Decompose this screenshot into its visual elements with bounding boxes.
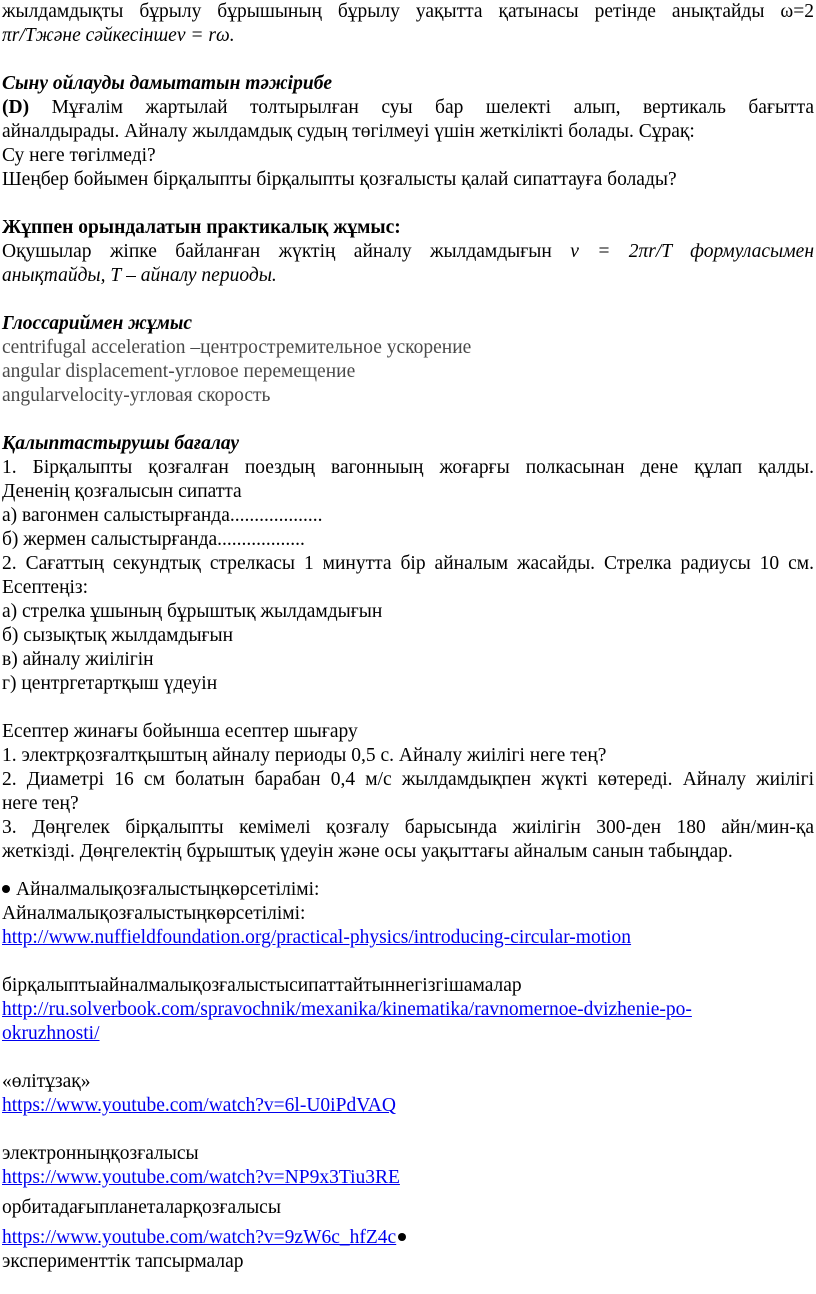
assessment-option: г) центргетартқыш үдеуін (2, 673, 218, 694)
problem-item: 3. Дөңгелек бірқалыпты кемімелі қозғалу барысында жиілігін 300-ден 180 айн/мин-қа (2, 817, 814, 838)
assessment-option: б) сызықтық жылдамдығын (2, 625, 234, 646)
problem-item: жеткізді. Дөңгелектің бұрыштық үдеуін және осы уақыттағы айналым санын табыңдар. (2, 841, 733, 862)
pair-work-text (2, 240, 814, 264)
problems-heading: Есептер жинағы бойынша есептер шығару (2, 721, 358, 742)
practice-text (2, 96, 814, 120)
problem-item: 2. Диаметрі 16 см болатын барабан 0,4 м/с жылдамдықпен жүкті көтереді. Айналу жиілігі (2, 769, 814, 790)
pair-work-heading: Жұппен орындалатын практикалық жұмыс: (2, 217, 401, 238)
glossary-heading: Глоссариймен жұмыс (2, 313, 193, 334)
practice-question: Су неге төгілмеді? (2, 145, 156, 166)
assessment-question: Дененің қозғалысын сипатта (2, 481, 242, 502)
bullet-icon (398, 1233, 406, 1241)
glossary-item: angular displacement-угловое перемещение (2, 361, 356, 382)
assessment-question: Есептеңіз: (2, 577, 89, 598)
practice-heading: Сыну ойлауды дамытатын тәжірибе (2, 73, 333, 94)
resource-link-youtube-1[interactable]: https://www.youtube.com/watch?v=6l-U0iPdVAQ (2, 1095, 396, 1116)
practice-text: айналдырады. Айналу жылдамдық судың төгілмеуі үшін жеткілікті болады. Сұрақ: (2, 121, 695, 142)
pair-work-text-part: Оқушылар жіпке байланған жүктің айналу жылдамдығын (2, 241, 571, 262)
resource-label: бірқалыптыайналмалықозғалыстысипаттайтыннегізгішамалар (2, 975, 522, 996)
practice-question: Шеңбер бойымен бірқалыпты бірқалыпты қозғалысты қалай сипаттауға болады? (2, 169, 677, 190)
assessment-heading: Қалыптастырушы бағалау (2, 433, 240, 454)
pair-work-text: анықтайды, Т – айналу периоды. (2, 265, 277, 286)
glossary-item: centrifugal acceleration –центростремительное ускорение (2, 337, 472, 358)
intro-formula-line: πr/Tжәне сәйкесіншеv = rω. (2, 25, 235, 46)
resource-link-youtube-3[interactable]: https://www.youtube.com/watch?v=9zW6c_hfZ4c (2, 1227, 397, 1248)
assessment-option: б) жермен салыстырғанда.................. (2, 529, 305, 550)
resource-link-nuffield[interactable]: http://www.nuffieldfoundation.org/practical-physics/introducing-circular-motion (2, 927, 632, 948)
assessment-option: в) айналу жиілігін (2, 649, 154, 670)
practice-marker: (D) (2, 97, 30, 118)
problem-item: неге тең? (2, 793, 79, 814)
resource-link-youtube-2[interactable]: https://www.youtube.com/watch?v=NP9x3Tiu3RE (2, 1167, 400, 1188)
assessment-option: а) стрелка ұшының бұрыштық жылдамдығын (2, 601, 383, 622)
practice-text-part: Мұғалім жартылай толтырылған суы бар шелекті алып, вертикаль бағытта (29, 97, 814, 118)
assessment-option: а) вагонмен салыстырғанда................... (2, 505, 323, 526)
resource-label: эксперименттік тапсырмалар (2, 1251, 244, 1272)
intro-line: жылдамдықты бұрылу бұрышының бұрылу уақытта қатынасы ретінде анықтайды ω=2 (2, 1, 814, 22)
resource-link-solverbook[interactable]: http://ru.solverbook.com/spravochnik/mexanika/kinematika/ravnomernoe-dvizhenie-po- (2, 999, 692, 1020)
assessment-question: 1. Бірқалыпты қозғалған поездың вагонныың жоғарғы полкасынан дене құлап қалды. (2, 457, 814, 478)
resources-title: Айналмалықозғалыстыңкөрсетілімі: (16, 879, 320, 900)
resource-label: «өлітұзақ» (2, 1071, 91, 1092)
resources-bullet-title (2, 878, 814, 902)
problem-item: 1. электрқозғалтқыштың айналу периоды 0,5 с. Айналу жиілігі неге тең? (2, 745, 607, 766)
resource-label: электронныңқозғалысы (2, 1143, 199, 1164)
bullet-icon (2, 885, 10, 893)
assessment-question: 2. Сағаттың секундтық стрелкасы 1 минутта бір айналым жасайды. Стрелка радиусы 10 см. (2, 553, 814, 574)
resources-title-repeat: Айналмалықозғалыстыңкөрсетілімі: (2, 903, 306, 924)
document-page (2, 0, 814, 1274)
pair-work-formula: v = 2πr/T формуласымен (570, 241, 814, 262)
resource-link-solverbook-cont[interactable]: okruzhnosti/ (2, 1023, 100, 1044)
resource-label: орбитадағыпланеталарқозғалысы (2, 1197, 281, 1218)
glossary-item: angularvelocity-угловая скорость (2, 385, 271, 406)
